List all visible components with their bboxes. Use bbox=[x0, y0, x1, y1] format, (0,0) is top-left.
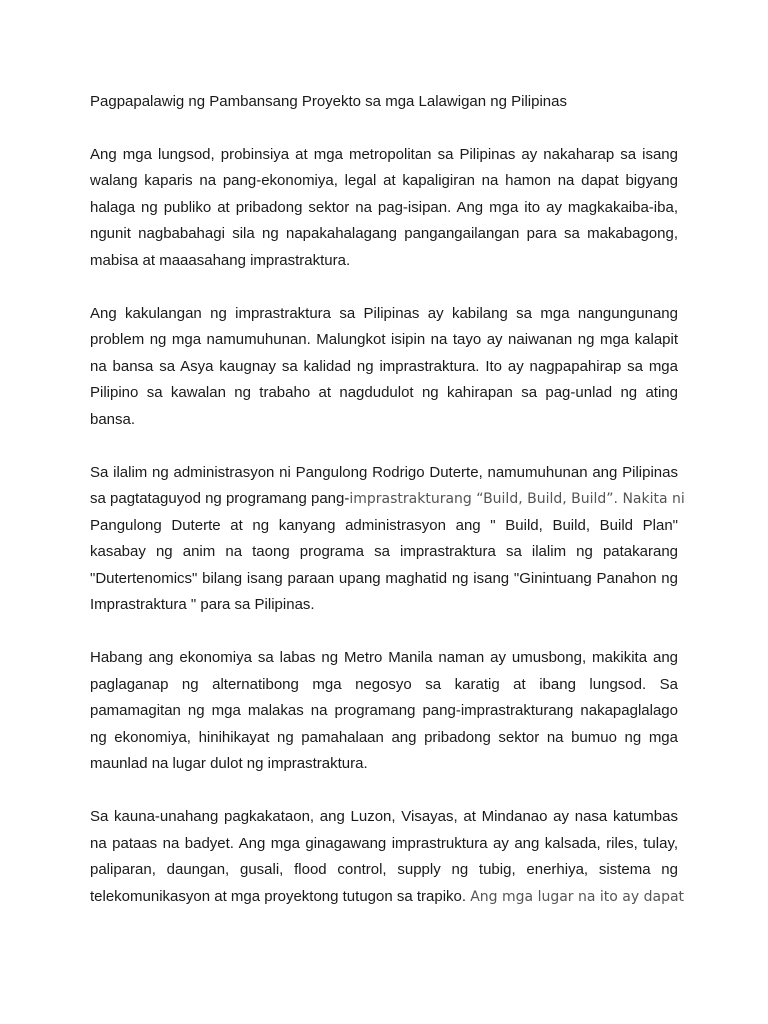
paragraph-1 bbox=[90, 142, 678, 275]
paragraph-line: Habang ang ekonomiya sa labas ng Metro Manila naman ay umusbong, makikita ang bbox=[90, 649, 678, 666]
paragraph-line: ng ekonomiya, hinihikayat ng pamahalaan ang pribadong sektor na bumuo ng mga bbox=[90, 728, 678, 746]
paragraph-line: maunlad na lugar dulot ng imprastraktura. bbox=[90, 755, 368, 772]
paragraph-line: mabisa at maaasahang imprastraktura. bbox=[90, 251, 351, 269]
paragraph-text-light: imprastrakturang “Build, Build, Build”. Nakita ni bbox=[349, 491, 685, 507]
paragraph-line: problem ng mga namumuhunan. Malungkot isipin na tayo ay naiwanan ng mga kalapit bbox=[90, 331, 678, 348]
document-title: Pagpapalawig ng Pambansang Proyekto sa mga Lalawigan ng Pilipinas bbox=[90, 93, 567, 110]
paragraph-text: sa pagtataguyod ng programang pang- bbox=[90, 490, 350, 507]
paragraph-line: Imprastraktura " para sa Pilipinas. bbox=[90, 596, 315, 613]
paragraph-3 bbox=[90, 460, 685, 619]
paragraph-4 bbox=[90, 645, 678, 778]
document-body bbox=[90, 89, 685, 937]
paragraph-line: Pilipino sa kawalan ng trabaho at nagdudulot ng kahirapan sa pag-unlad ng ating bbox=[90, 384, 678, 401]
paragraph-text: telekomunikasyon at mga proyektong tutugon sa trapiko. bbox=[90, 887, 467, 905]
paragraph-line: paliparan, daungan, gusali, flood control, supply ng tubig, enerhiya, sistema ng bbox=[90, 861, 678, 878]
paragraph-line: halaga ng publiko at pribadong sektor na pag-isipan. Ang mga ito ay magkakaiba-iba, bbox=[90, 198, 678, 216]
paragraph-line-mixed bbox=[90, 884, 685, 911]
paragraph-text-light: Ang mga lugar na ito ay dapat bbox=[470, 888, 685, 905]
paragraph-line: Ang kakulangan ng imprastraktura sa Pilipinas ay kabilang sa mga nangungunang bbox=[90, 304, 678, 322]
paragraph-line: kasabay ng anim na taong programa sa imprastraktura sa ilalim ng patakarang bbox=[90, 543, 678, 560]
paragraph-line: bansa. bbox=[90, 410, 136, 428]
paragraph-line: Sa ilalim ng administrasyon ni Pangulong Rodrigo Duterte, namumuhunan ang Pilipinas bbox=[90, 463, 678, 481]
paragraph-line: Sa kauna-unahang pagkakataon, ang Luzon, Visayas, at Mindanao ay nasa katumbas bbox=[90, 808, 678, 825]
paragraph-line: "Dutertenomics" bilang isang paraan upang maghatid ng isang "Ginintuang Panahon ng bbox=[90, 569, 678, 587]
paragraph-line: na pataas na badyet. Ang mga ginagawang imprastruktura ay ang kalsada, riles, tulay, bbox=[90, 834, 678, 852]
paragraph-line: walang kaparis na pang-ekonomiya, legal at kapaligiran na hamon na dapat bigyang bbox=[90, 172, 678, 189]
paragraph-line: Pangulong Duterte at ng kanyang administrasyon ang " Build, Build, Build Plan" bbox=[90, 516, 678, 534]
paragraph-line: ngunit nagbabahagi sila ng napakahalagang pangangailangan para sa makabagong, bbox=[90, 225, 678, 242]
paragraph-line: na bansa sa Asya kaugnay sa kalidad ng imprastraktura. Ito ay nagpapahirap sa mga bbox=[90, 357, 678, 375]
paragraph-line: pamamagitan ng mga malakas na programang pang-imprastrakturang nakapaglalago bbox=[90, 702, 678, 719]
paragraph-line: paglaganap ng alternatibong mga negosyo sa karatig at ibang lungsod. Sa bbox=[90, 675, 678, 693]
paragraph-line: Ang mga lungsod, probinsiya at mga metropolitan sa Pilipinas ay nakaharap sa isang bbox=[90, 145, 678, 163]
paragraph-5 bbox=[90, 804, 685, 910]
paragraph-2 bbox=[90, 301, 678, 434]
paragraph-line-mixed bbox=[90, 486, 685, 513]
